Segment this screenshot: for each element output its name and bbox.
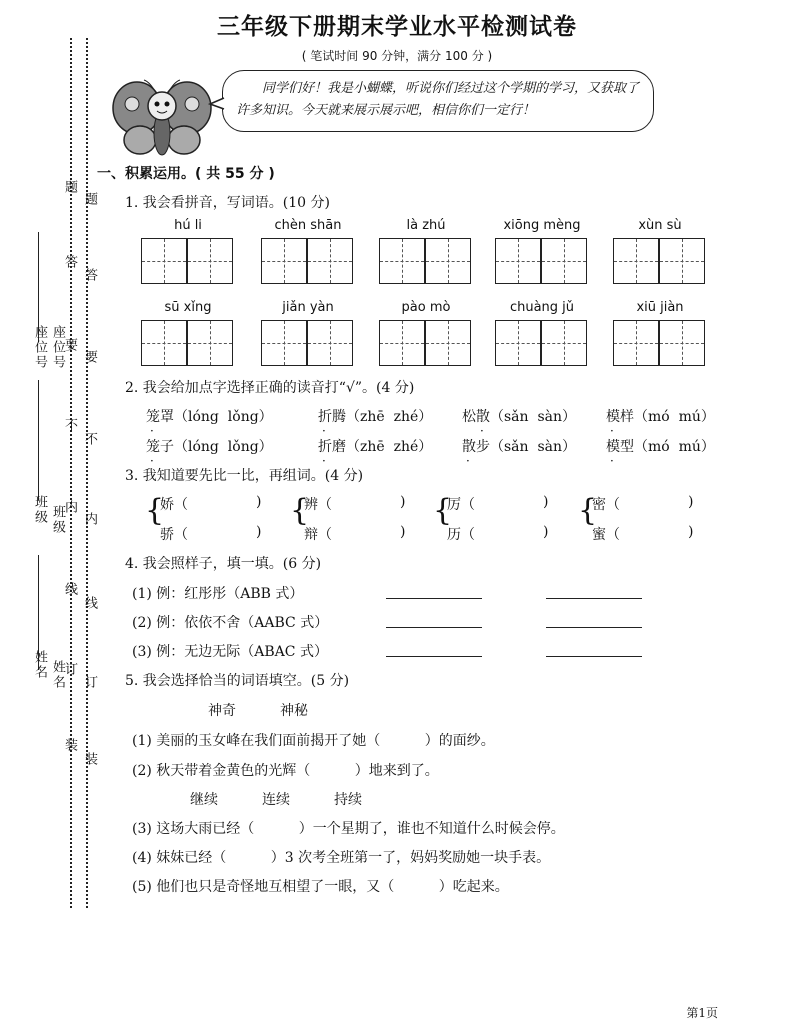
q3-close: ): [400, 524, 406, 540]
pinyin-label: sū xǐng: [164, 300, 212, 315]
emphasis-dot: ·: [150, 454, 154, 468]
pinyin-label: xiū jiàn: [636, 300, 684, 315]
margin-char-xian-2: 线: [82, 596, 97, 611]
class-line: [38, 380, 39, 500]
brace-icon: {: [290, 493, 310, 528]
writing-box[interactable]: [659, 238, 705, 284]
q3-close: ): [543, 494, 549, 510]
page-title: 三年级下册期末学业水平检测试卷: [217, 14, 577, 40]
pinyin-label: pào mò: [401, 300, 451, 315]
q4-example: (2) 例：依依不舍（AABC 式）: [132, 615, 329, 631]
margin-char-da-2: 答: [82, 268, 97, 283]
q5-sentence[interactable]: (1) 美丽的玉女峰在我们面前揭开了她（ ）的面纱。: [132, 733, 495, 749]
q2-option[interactable]: 模型（mó mú）: [606, 439, 715, 455]
brace-icon: {: [145, 493, 165, 528]
q3-close: ): [400, 494, 406, 510]
q4-example: (3) 例：无边无际（ABAC 式）: [132, 644, 328, 660]
class-label: 班级: [32, 495, 47, 525]
margin-char-ti: 题: [62, 180, 77, 195]
emphasis-dot: ·: [150, 424, 154, 438]
emphasis-dot: ·: [480, 424, 484, 438]
word-choice: 神秘: [280, 703, 308, 719]
class-label-2: 班级: [50, 505, 65, 535]
margin-char-xian: 线: [62, 582, 77, 597]
speech-text: 同学们好！我是小蝴蝶，听说你们经过这个学期的学习，又获取了许多知识。今天就来展示展示吧，相信你们一定行！: [236, 81, 640, 118]
q2-title: 2. 我会给加点字选择正确的读音打“√”。(4 分): [125, 380, 415, 396]
emphasis-dot: ·: [610, 454, 614, 468]
emphasis-dot: ·: [610, 424, 614, 438]
margin-char-da: 答: [62, 255, 77, 270]
writing-box[interactable]: [307, 320, 353, 366]
q3-pair-item: 骄（: [160, 527, 188, 543]
q3-title: 3. 我知道要先比一比，再组词。(4 分): [125, 468, 364, 484]
writing-box[interactable]: [379, 320, 425, 366]
margin-char-bu-2: 不: [82, 432, 97, 447]
writing-box[interactable]: [261, 238, 307, 284]
writing-box[interactable]: [187, 320, 233, 366]
q3-pair-item: 厉（: [447, 497, 475, 513]
writing-box[interactable]: [495, 320, 541, 366]
q5-sentence[interactable]: (3) 这场大雨已经（ ）一个星期了，谁也不知道什么时候会停。: [132, 821, 565, 837]
margin-char-ti-2: 题: [82, 192, 97, 207]
q3-pair-item: 辨（: [304, 497, 332, 513]
pinyin-label: chèn shān: [274, 218, 342, 233]
margin-char-yao: 要: [62, 338, 77, 353]
q3-pair-item: 历（: [447, 527, 475, 543]
pinyin-label: là zhú: [406, 218, 446, 233]
writing-box[interactable]: [425, 320, 471, 366]
margin-char-ding-2: 订: [82, 675, 97, 690]
writing-box[interactable]: [141, 320, 187, 366]
answer-blank[interactable]: [386, 598, 482, 599]
q2-option[interactable]: 笼罩（lóng lǒng）: [146, 409, 273, 425]
margin-char-nei: 内: [62, 500, 77, 515]
answer-blank[interactable]: [546, 656, 642, 657]
writing-box[interactable]: [659, 320, 705, 366]
answer-blank[interactable]: [546, 598, 642, 599]
page-number: 第1页: [686, 1006, 718, 1020]
answer-blank[interactable]: [546, 627, 642, 628]
pinyin-label: hú li: [174, 218, 202, 233]
q3-close: ): [543, 524, 549, 540]
writing-box[interactable]: [541, 320, 587, 366]
answer-blank[interactable]: [386, 627, 482, 628]
q2-option[interactable]: 折腾（zhē zhé）: [318, 409, 433, 425]
q3-pair-item: 蜜（: [592, 527, 620, 543]
seat-number-label-2: 座位号: [50, 325, 65, 370]
writing-box[interactable]: [425, 238, 471, 284]
margin-char-zhuang: 装: [62, 738, 77, 753]
emphasis-dot: ·: [322, 424, 326, 438]
pinyin-label: jiǎn yàn: [282, 300, 334, 315]
butterfly-mascot: [112, 78, 212, 158]
writing-box[interactable]: [541, 238, 587, 284]
q2-option[interactable]: 松散（sǎn sàn）: [462, 409, 576, 425]
writing-box[interactable]: [141, 238, 187, 284]
q4-title: 4. 我会照样子，填一填。(6 分): [125, 556, 322, 572]
emphasis-dot: ·: [466, 454, 470, 468]
margin-char-nei-2: 内: [82, 512, 97, 527]
writing-box[interactable]: [495, 238, 541, 284]
writing-box[interactable]: [613, 238, 659, 284]
margin-char-zhuang-2: 装: [82, 752, 97, 767]
writing-box[interactable]: [379, 238, 425, 284]
word-choice: 继续: [190, 792, 218, 808]
binding-line-outer: [70, 38, 72, 908]
name-label-2: 姓名: [50, 660, 65, 690]
word-choice: 持续: [334, 792, 362, 808]
q3-pair-item: 娇（: [160, 497, 188, 513]
margin-char-yao-2: 要: [82, 350, 97, 365]
q3-close: ): [256, 524, 262, 540]
writing-box[interactable]: [613, 320, 659, 366]
q3-pair-item: 密（: [592, 497, 620, 513]
pinyin-label: chuàng jǔ: [509, 300, 575, 315]
q5-sentence[interactable]: (4) 妹妹已经（ ）3 次考全班第一了，妈妈奖励她一块手表。: [132, 850, 551, 866]
q2-option[interactable]: 模样（mó mú）: [606, 409, 715, 425]
binding-line-inner: [86, 38, 88, 908]
writing-box[interactable]: [187, 238, 233, 284]
q4-example: (1) 例：红彤彤（ABB 式）: [132, 586, 304, 602]
exam-subtitle: ( 笔试时间 90 分钟，满分 100 分 ): [301, 49, 493, 63]
q3-close: ): [688, 494, 694, 510]
q3-close: ): [688, 524, 694, 540]
q3-pair-item: 辩（: [304, 527, 332, 543]
word-choice: 连续: [262, 792, 290, 808]
q5-sentence[interactable]: (2) 秋天带着金黄色的光辉（ ）地来到了。: [132, 763, 439, 779]
word-choice: 神奇: [208, 703, 236, 719]
margin-char-ding: 订: [62, 662, 77, 677]
q5-sentence[interactable]: (5) 他们也只是奇怪地互相望了一眼，又（ ）吃起来。: [132, 879, 509, 895]
writing-box[interactable]: [307, 238, 353, 284]
emphasis-dot: ·: [322, 454, 326, 468]
q1-title: 1. 我会看拼音，写词语。(10 分): [125, 195, 330, 211]
name-label: 姓名: [32, 650, 47, 680]
seat-number-label: 座位号: [32, 325, 47, 370]
brace-icon: {: [578, 493, 598, 528]
q3-close: ): [256, 494, 262, 510]
q5-title: 5. 我会选择恰当的词语填空。(5 分): [125, 673, 350, 689]
q2-option[interactable]: 散步（sǎn sàn）: [462, 439, 576, 455]
section-heading: 一、积累运用。( 共 55 分 ): [97, 166, 275, 182]
answer-blank[interactable]: [386, 656, 482, 657]
margin-char-bu: 不: [62, 418, 77, 433]
writing-box[interactable]: [261, 320, 307, 366]
pinyin-label: xiōng mèng: [503, 218, 581, 233]
speech-pointer: [208, 96, 228, 112]
brace-icon: {: [433, 493, 453, 528]
pinyin-label: xùn sù: [638, 218, 682, 233]
q2-option[interactable]: 笼子（lóng lǒng）: [146, 439, 273, 455]
q2-option[interactable]: 折磨（zhē zhé）: [318, 439, 433, 455]
